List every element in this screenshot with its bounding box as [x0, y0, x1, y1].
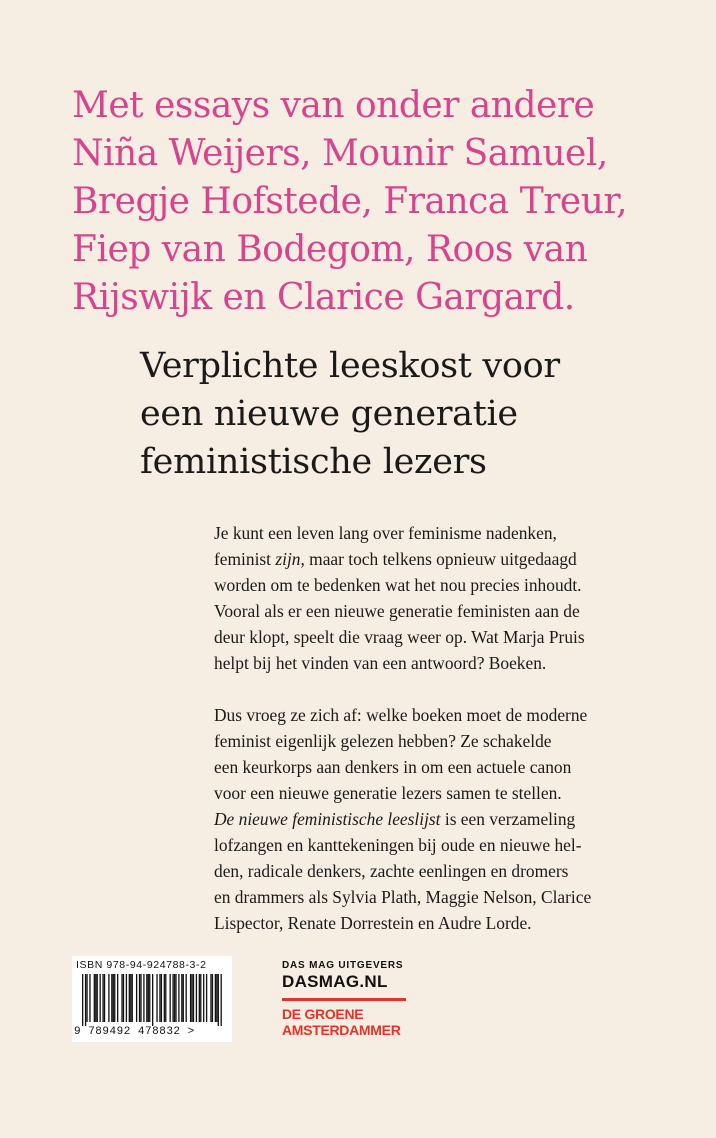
contributors-line: Bregje Hofstede, Franca Treur,: [72, 181, 628, 222]
barcode-bar: [132, 974, 133, 1022]
blurb-line: Vooral als er een nieuwe generatie feministen aan de: [214, 601, 580, 621]
barcode-bar: [102, 974, 103, 1022]
barcode-bar: [191, 974, 192, 1022]
barcode-bar: [196, 974, 197, 1022]
barcode-bars: [82, 974, 222, 1026]
barcode-bar: [165, 974, 166, 1022]
blurb-text: is een verzameling: [440, 809, 576, 829]
blurb-line: een keurkorps aan denkers in om een actuele canon: [214, 757, 572, 777]
blurb-text: , maar toch telkens opnieuw uitgedaagd: [300, 549, 577, 569]
blurb-line: [214, 546, 684, 572]
barcode-bar: [149, 974, 150, 1022]
barcode-bar: [181, 974, 182, 1022]
isbn-label: ISBN 978-94-924788-3-2: [76, 959, 207, 971]
barcode-bar: [193, 974, 194, 1022]
publisher-url: DASMAG.NL: [282, 972, 388, 991]
publisher-block: [282, 960, 422, 1038]
barcode-bar: [95, 974, 96, 1022]
barcode-bar: [174, 974, 175, 1022]
barcode-bar: [97, 974, 98, 1022]
barcode-bar: [113, 974, 114, 1022]
publisher-divider: [282, 998, 406, 1001]
barcode-bar: [108, 974, 109, 1022]
blurb-line: Dus vroeg ze zich af: welke boeken moet de moderne: [214, 705, 588, 725]
blurb-line: Lispector, Renate Dorrestein en Audre Lorde.: [214, 913, 532, 933]
contributors-heading: [72, 82, 672, 322]
barcode-bar: [100, 974, 101, 1022]
tagline-line: feministische lezers: [140, 442, 487, 482]
blurb-line: den, radicale denkers, zachte eenlingen en dromers: [214, 861, 569, 881]
barcode-bar: [170, 974, 171, 1022]
barcode-bar: [117, 974, 118, 1022]
barcode-bar: [85, 974, 86, 1026]
blurb-line: deur klopt, speelt die vraag weer op. Wat Marja Pruis: [214, 627, 585, 647]
barcode-bar: [206, 974, 207, 1022]
barcode-bar: [89, 974, 90, 1022]
barcode-bar: [126, 974, 127, 1022]
blurb-paragraph-1: [214, 520, 684, 676]
barcode-bar: [129, 974, 130, 1022]
barcode-bar: [216, 974, 217, 1022]
tagline: [140, 342, 700, 486]
barcode-digits: 9 789492 478832 >: [74, 1026, 195, 1038]
barcode-bar: [94, 974, 95, 1022]
barcode-bar: [111, 974, 112, 1022]
barcode-bar: [212, 974, 213, 1022]
contributors-line: Niña Weijers, Mounir Samuel,: [72, 133, 608, 174]
blurb-line: Je kunt een leven lang over feminisme nadenken,: [214, 523, 557, 543]
blurb-line: helpt bij het vinden van een antwoord? Boeken.: [214, 653, 547, 673]
barcode-bar: [159, 974, 160, 1022]
barcode-bar: [186, 974, 187, 1022]
blurb-line: lofzangen en kanttekeningen bij oude en nieuwe hel-: [214, 835, 582, 855]
barcode-bar: [121, 974, 122, 1022]
barcode-bar: [104, 974, 105, 1022]
barcode-bar: [161, 974, 162, 1022]
barcode-bar: [221, 974, 222, 1026]
barcode-bar: [164, 974, 165, 1022]
contributors-line: Met essays van onder andere: [72, 85, 595, 126]
barcode-bar: [210, 974, 211, 1022]
barcode-bar: [130, 974, 131, 1022]
tagline-line: Verplichte leeskost voor: [140, 346, 560, 386]
barcode-bar: [215, 974, 216, 1022]
barcode-bar: [114, 974, 115, 1022]
barcode-bar: [136, 974, 137, 1022]
barcode-bar: [140, 974, 141, 1022]
blurb-line: [214, 806, 684, 832]
publisher-name: DAS MAG UITGEVERS: [282, 960, 404, 971]
barcode-bar: [146, 974, 147, 1022]
barcode-bar: [139, 974, 140, 1022]
barcode-bar: [123, 974, 124, 1022]
barcode-bar: [172, 974, 173, 1022]
tagline-line: een nieuwe generatie: [140, 394, 518, 434]
blurb-line: en drammers als Sylvia Plath, Maggie Nelson, Clarice: [214, 887, 592, 907]
barcode-bar: [183, 974, 184, 1022]
barcode: [72, 956, 232, 1042]
barcode-bar: [199, 974, 200, 1022]
barcode-bar: [148, 974, 149, 1022]
barcode-bar: [143, 974, 144, 1022]
barcode-bar: [200, 974, 201, 1022]
blurb-emphasis: zijn: [275, 549, 301, 569]
barcode-bar: [152, 974, 153, 1026]
blurb-body: [214, 520, 684, 936]
partner-logo-line-1: DE GROENE: [282, 1006, 364, 1022]
barcode-bar: [203, 974, 204, 1022]
blurb-line: feminist eigenlijk gelezen hebben? Ze schakelde: [214, 731, 552, 751]
barcode-bar: [218, 974, 219, 1026]
barcode-bar: [175, 974, 176, 1022]
book-title: De nieuwe feministische leeslijst: [214, 809, 441, 829]
blurb-line: worden om te bedenken wat het nou precies inhoudt.: [214, 575, 582, 595]
blurb-text: feminist: [214, 549, 276, 569]
barcode-bar: [190, 974, 191, 1022]
barcode-bar: [86, 974, 87, 1022]
blurb-paragraph-2: [214, 702, 684, 936]
barcode-bar: [156, 974, 157, 1022]
contributors-line: Rijswijk en Clarice Gargard.: [72, 277, 575, 318]
contributors-line: Fiep van Bodegom, Roos van: [72, 229, 588, 270]
partner-logo-line-2: AMSTERDAMMER: [282, 1022, 401, 1038]
blurb-line: voor een nieuwe generatie lezers samen te stellen.: [214, 783, 562, 803]
barcode-bar: [82, 974, 83, 1026]
barcode-bar: [178, 974, 179, 1022]
paragraph-gap: [214, 676, 684, 702]
